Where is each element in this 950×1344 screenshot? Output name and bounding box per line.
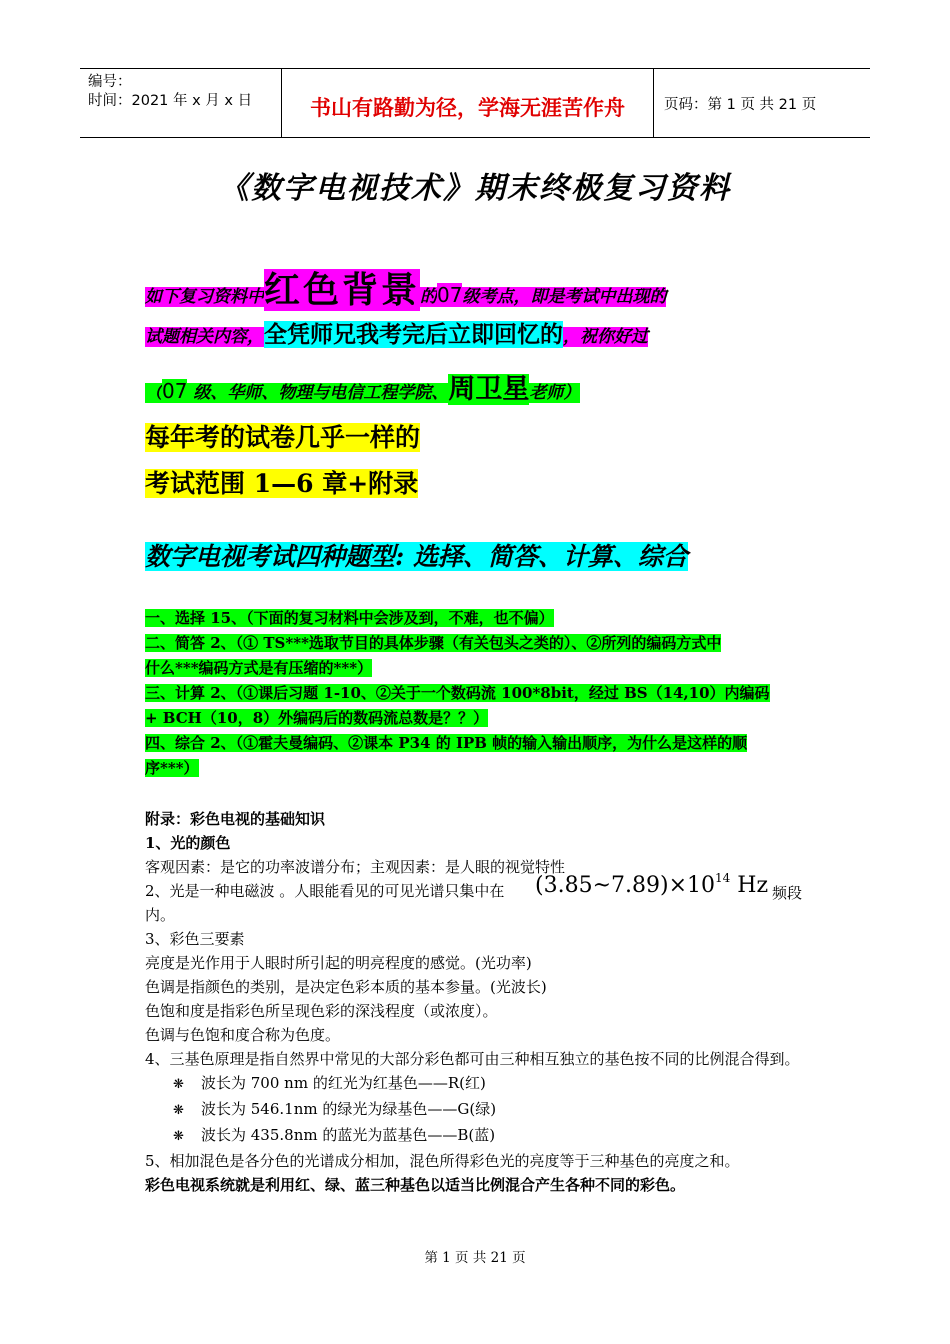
intro-line-4 xyxy=(145,418,420,454)
intro-line-3 xyxy=(145,367,580,406)
page-footer: 第 1 页 共 21 页 xyxy=(424,1250,526,1266)
paragraph: 客观因素：是它的功率波谱分布；主观因素：是人眼的视觉特性 xyxy=(145,858,566,876)
question-item xyxy=(145,606,810,631)
question-item xyxy=(145,706,810,731)
appendix-section xyxy=(145,807,810,1197)
question-text: + BCH（10，8）外编码后的数码流总数是？？） xyxy=(145,709,489,727)
intro-text: 每年考的试卷几乎一样的 xyxy=(145,423,421,452)
intro-text: 考试范围 1—6 章+附录 xyxy=(145,469,419,498)
document-title: 《数字电视技术》期末终极复习资料 xyxy=(219,171,731,206)
intro-text: 试题相关内容， xyxy=(145,327,264,347)
frequency-band-label: 频段 xyxy=(772,884,803,902)
question-item xyxy=(145,756,810,781)
question-types-heading xyxy=(145,537,688,573)
paragraph: 色调与色饱和度合称为色度。 xyxy=(145,1026,341,1044)
paragraph: 色饱和度是指彩色所呈现色彩的深浅程度（或浓度）。 xyxy=(145,1002,498,1020)
time-label: 时间：2021 年 x 月 x 日 xyxy=(88,93,253,109)
list-item-text: 波长为 546.1nm 的绿光为绿基色——G(绿) xyxy=(201,1100,497,1118)
intro-line-2 xyxy=(145,316,648,349)
list-item xyxy=(145,1097,810,1123)
paragraph-emphasis: 彩色电视系统就是利用红、绿、蓝三种基色以适当比例混合产生各种不同的彩色。 xyxy=(145,1176,686,1194)
question-text: 四、综合 2、（①霍夫曼编码、②课本 P34 的 IPB 帧的输入输出顺序，为什么是这样的顺 xyxy=(145,734,748,752)
frequency-formula xyxy=(535,873,768,898)
red-background-label: 红色背景 xyxy=(264,269,421,311)
list-item-text: 波长为 435.8nm 的蓝光为蓝基色——B(蓝) xyxy=(201,1126,496,1144)
question-text: 一、选择 15、（下面的复习材料中会涉及到，不难，也不偏） xyxy=(145,609,554,627)
intro-line-1 xyxy=(145,262,666,313)
paragraph: 内。 xyxy=(145,906,176,924)
intro-grade: 07 xyxy=(162,379,188,403)
intro-text: 如下复习资料中 xyxy=(145,287,264,307)
question-item xyxy=(145,681,810,706)
list-item xyxy=(145,1123,810,1149)
question-text: 三、计算 2、（①课后习题 1-10、②关于一个数码流 100*8bit，经过 BS（14,10）内编码 xyxy=(145,684,770,702)
intro-text: 老师） xyxy=(529,383,581,403)
paragraph: 4、三基色原理是指自然界中常见的大部分彩色都可由三种相互独立的基色按不同的比例混合得到。 xyxy=(145,1050,800,1068)
question-text: 序***） xyxy=(145,759,199,777)
question-item xyxy=(145,656,810,681)
bullet-icon: ❋ xyxy=(173,1103,184,1118)
bullet-icon: ❋ xyxy=(173,1129,184,1144)
appendix-heading: 附录：彩色电视的基础知识 xyxy=(145,810,326,828)
intro-text: 数字电视考试四种题型: 选择、简答、计算、综合 xyxy=(145,542,688,571)
list-item-text: 波长为 700 nm 的红光为红基色——R(红) xyxy=(201,1074,486,1092)
teacher-name: 周卫星 xyxy=(448,374,530,405)
header-meta xyxy=(80,69,282,137)
question-list xyxy=(145,606,810,781)
intro-text: 级考点，即是考试中出现的 xyxy=(462,287,667,307)
intro-grade: 07 xyxy=(437,283,463,307)
question-item xyxy=(145,631,810,656)
paragraph: 亮度是光作用于人眼时所引起的明亮程度的感觉。(光功率) xyxy=(145,954,532,972)
number-label: 编号： xyxy=(88,74,132,90)
section-heading: 1、光的颜色 xyxy=(145,834,231,852)
section-heading: 3、彩色三要素 xyxy=(145,930,245,948)
list-item xyxy=(145,1071,810,1097)
formula-base: (3.85~7.89)×10 xyxy=(535,873,715,898)
intro-text: 级、华师、物理与电信工程学院、 xyxy=(187,383,449,403)
intro-text: ，祝你好过 xyxy=(563,327,648,347)
intro-text: （ xyxy=(145,383,162,403)
question-item xyxy=(145,731,810,756)
intro-text: 的 xyxy=(420,287,438,307)
question-text: 二、简答 2、（① TS***选取节目的具体步骤（有关包头之类的）、②所列的编码方式中 xyxy=(145,634,722,652)
question-text: 什么***编码方式是有压缩的***） xyxy=(145,659,373,677)
bullet-icon: ❋ xyxy=(173,1077,184,1092)
header-page-info: 页码：第 1 页 共 21 页 xyxy=(664,97,817,113)
paragraph: 色调是指颜色的类别，是决定色彩本质的基本参量。(光波长) xyxy=(145,978,547,996)
page-header xyxy=(80,68,870,138)
formula-unit: Hz xyxy=(730,873,769,898)
formula-exponent: 14 xyxy=(715,871,731,885)
paragraph: 5、相加混色是各分色的光谱成分相加，混色所得彩色光的亮度等于三种基色的亮度之和。 xyxy=(145,1152,740,1170)
paragraph: 2、光是一种电磁波 。人眼能看见的可见光谱只集中在 xyxy=(145,882,505,900)
intro-recall-note: 全凭师兄我考完后立即回忆的 xyxy=(264,321,563,348)
header-motto: 书山有路勤为径，学海无涯苦作舟 xyxy=(282,69,654,137)
exam-scope xyxy=(145,464,418,500)
